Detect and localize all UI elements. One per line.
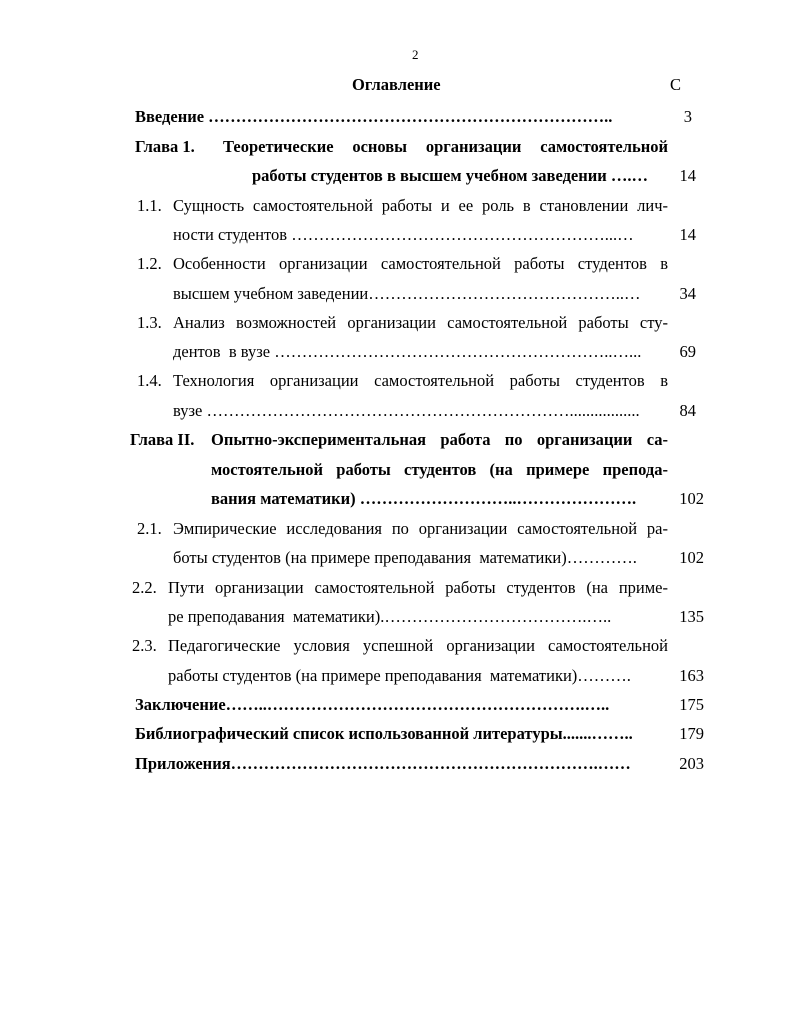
toc-entry-title: Технология организации самостоятельной работы студентов в xyxy=(173,371,668,390)
toc-entry-title: Эмпирические исследования по организации самостоятельной ра- xyxy=(173,519,668,538)
toc-entry-title: Заключение……..………………………………………………….….. xyxy=(135,695,610,714)
toc-entry-title: Особенности организации самостоятельной работы студентов в xyxy=(173,254,668,273)
toc-entry-label: Глава II. xyxy=(130,430,195,449)
toc-entry-page: 203 xyxy=(679,754,704,773)
toc-entry-label: 2.1. xyxy=(137,519,162,538)
toc-entry-label: Глава 1. xyxy=(135,137,195,156)
toc-entry-page: 84 xyxy=(679,401,696,420)
toc-entry-page: 135 xyxy=(679,607,704,626)
toc-entry-title-cont: вания математики) ………………………..…………………. xyxy=(211,489,637,508)
toc-entry-label: 2.2. xyxy=(132,578,157,597)
toc-entry-title-cont: мостоятельной работы студентов (на примере препода- xyxy=(211,460,668,479)
toc-entry-label: 1.4. xyxy=(137,371,162,390)
toc-entry-title: Пути организации самостоятельной работы студентов (на приме- xyxy=(168,578,668,597)
toc-entry-title-cont: высшем учебном заведении………………………………………..… xyxy=(173,284,641,303)
toc-entry-title-cont: вузе …………………………………………………………................. xyxy=(173,401,640,420)
toc-entry-page: 102 xyxy=(679,548,704,567)
toc-entry-title: Педагогические условия успешной организации самостоятельной xyxy=(168,636,668,655)
toc-entry-title: Теоретические основы организации самостоятельной xyxy=(223,137,668,156)
toc-entry-title-cont: работы студентов в высшем учебном заведении ….… xyxy=(252,166,649,185)
toc-entry-title-cont: ре преподавания математики).……………………………….….. xyxy=(168,607,612,626)
toc-entry-title-cont: ности студентов …………………………………………………...… xyxy=(173,225,634,244)
toc-entry-title: Анализ возможностей организации самостоятельной работы сту- xyxy=(173,313,668,332)
toc-entry-title-cont: дентов в вузе ……………………………………………………..…... xyxy=(173,342,642,361)
toc-entry-title-cont: работы студентов (на примере преподавания математики)………. xyxy=(168,666,631,685)
toc-entry-page: 69 xyxy=(679,342,696,361)
toc-entry-title: Опытно-экспериментальная работа по организации са- xyxy=(211,430,668,449)
page-column-label: С xyxy=(670,75,682,94)
toc-entry-page: 102 xyxy=(679,489,704,508)
toc-entry-page: 175 xyxy=(679,695,704,714)
toc-entry-label: 1.1. xyxy=(137,196,162,215)
toc-entry-page: 14 xyxy=(679,225,696,244)
page-number: 2 xyxy=(412,47,419,62)
toc-entry-label: 1.2. xyxy=(137,254,162,273)
toc-entry-page: 34 xyxy=(679,284,696,303)
toc-entry-label: 2.3. xyxy=(132,636,157,655)
toc-entry-title: Приложения………………………………………………………….…… xyxy=(135,754,631,773)
toc-entry-page: 14 xyxy=(679,166,696,185)
toc-entry-page: 3 xyxy=(683,107,692,126)
toc-entry-title: Библиографический список использованной литературы.......…….. xyxy=(135,724,633,743)
toc-entry-title-cont: боты студентов (на примере преподавания математики)…………. xyxy=(173,548,637,567)
toc-entry-label: 1.3. xyxy=(137,313,162,332)
toc-entry-title: Сущность самостоятельной работы и ее роль в становлении лич- xyxy=(173,196,668,215)
toc-entry-title: Введение ……………………………………………………………….. xyxy=(135,107,613,126)
toc-heading: Оглавление xyxy=(352,75,441,94)
toc-entry-page: 163 xyxy=(679,666,704,685)
toc-entry-page: 179 xyxy=(679,724,704,743)
